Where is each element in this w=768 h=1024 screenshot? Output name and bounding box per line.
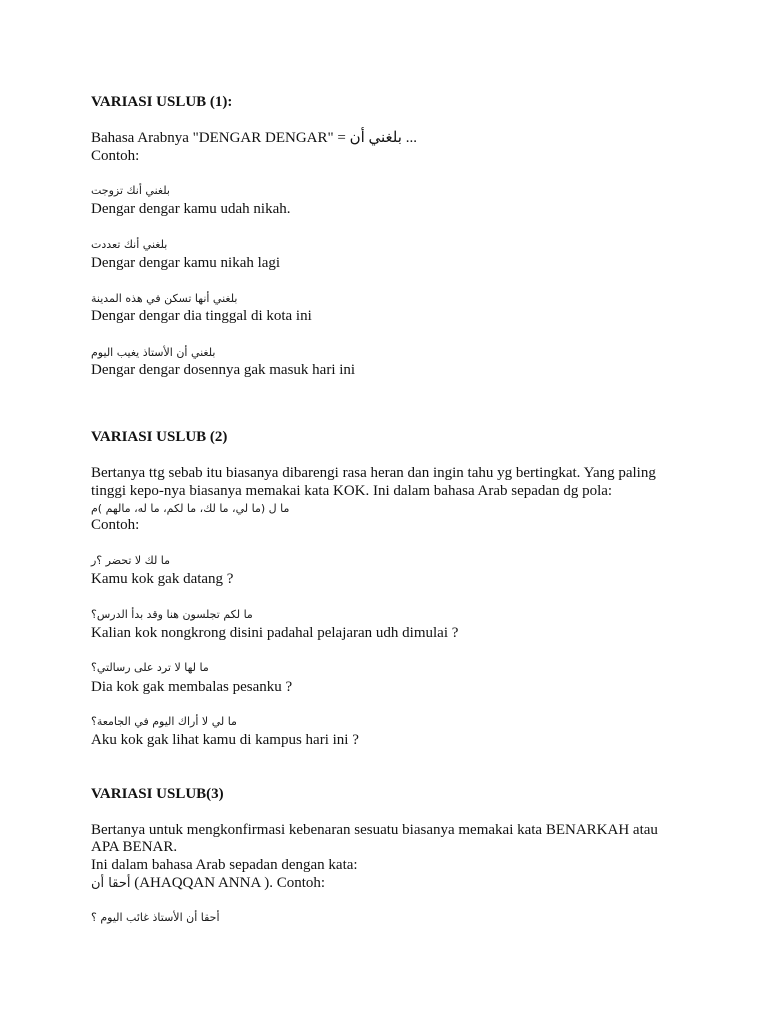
section1-contoh-label: Contoh: (91, 148, 140, 164)
section1-example-2-translation: Dengar dengar kamu nikah lagi (91, 255, 281, 271)
section2-example-2-translation: Kalian kok nongkrong disini padahal pelajaran udh dimulai ? (91, 625, 459, 641)
section3-pattern-line (91, 874, 325, 893)
section3-paragraph-line3: Ini dalam bahasa Arab sepadan dengan kata: (91, 857, 358, 873)
section2-paragraph-line2: tinggi kepo-nya biasanya memakai kata KOK. Ini dalam bahasa Arab sepadan dg pola: (91, 483, 613, 499)
section3-paragraph-line1: Bertanya untuk mengkonfirmasi kebenaran sesuatu biasanya memakai kata BENARKAH atau (91, 822, 658, 838)
section1-intro: Bahasa Arabnya "DENGAR DENGAR" = بلغني أن ... (91, 130, 417, 146)
section2-example-1-translation: Kamu kok gak datang ? (91, 571, 234, 587)
section1-example-4-arabic: بلغني أن الأستاذ يغيب اليوم (91, 346, 216, 359)
section1-heading: VARIASI USLUB (1): (91, 94, 233, 110)
section2-example-1-arabic: ما لك لا تحضر ؟ر (91, 554, 171, 567)
section2-paragraph-line1: Bertanya ttg sebab itu biasanya dibarengi rasa heran dan ingin tahu yg bertingkat. Yang paling (91, 465, 656, 481)
section1-example-1-translation: Dengar dengar kamu udah nikah. (91, 201, 291, 217)
section3-pattern-arabic: أحقا أن (91, 876, 131, 891)
section2-pattern-arabic: ما ل (ما لي، ما لك، ما لكم، ما له، مالهم )م (91, 502, 290, 515)
section2-example-2-arabic: ما لكم تجلسون هنا وقد بدأ الدرس؟ (91, 608, 253, 621)
section3-paragraph-line2: APA BENAR. (91, 839, 178, 855)
section1-example-3-translation: Dengar dengar dia tinggal di kota ini (91, 308, 312, 324)
section3-heading: VARIASI USLUB(3) (91, 786, 224, 802)
section2-example-4-arabic: ما لي لا أراك اليوم في الجامعة؟ (91, 715, 237, 728)
section1-example-2-arabic: بلغني أنك تعددت (91, 238, 168, 251)
section2-example-4-translation: Aku kok gak lihat kamu di kampus hari ini ? (91, 732, 359, 748)
section1-example-4-translation: Dengar dengar dosennya gak masuk hari ini (91, 362, 356, 378)
section2-contoh-label: Contoh: (91, 517, 140, 533)
section3-pattern-latin: (AHAQQAN ANNA ). Contoh: (130, 875, 326, 891)
section2-example-3-arabic: ما لها لا ترد على رسالتي؟ (91, 661, 209, 674)
section1-example-1-arabic: بلغني أنك تزوجت (91, 184, 170, 197)
section3-example-arabic: أحقا أن الأستاذ غائب اليوم ؟ (91, 911, 220, 924)
section2-example-3-translation: Dia kok gak membalas pesanku ? (91, 679, 293, 695)
section2-heading: VARIASI USLUB (2) (91, 429, 228, 445)
section1-example-3-arabic: بلغني أنها تسكن في هذه المدينة (91, 292, 238, 305)
